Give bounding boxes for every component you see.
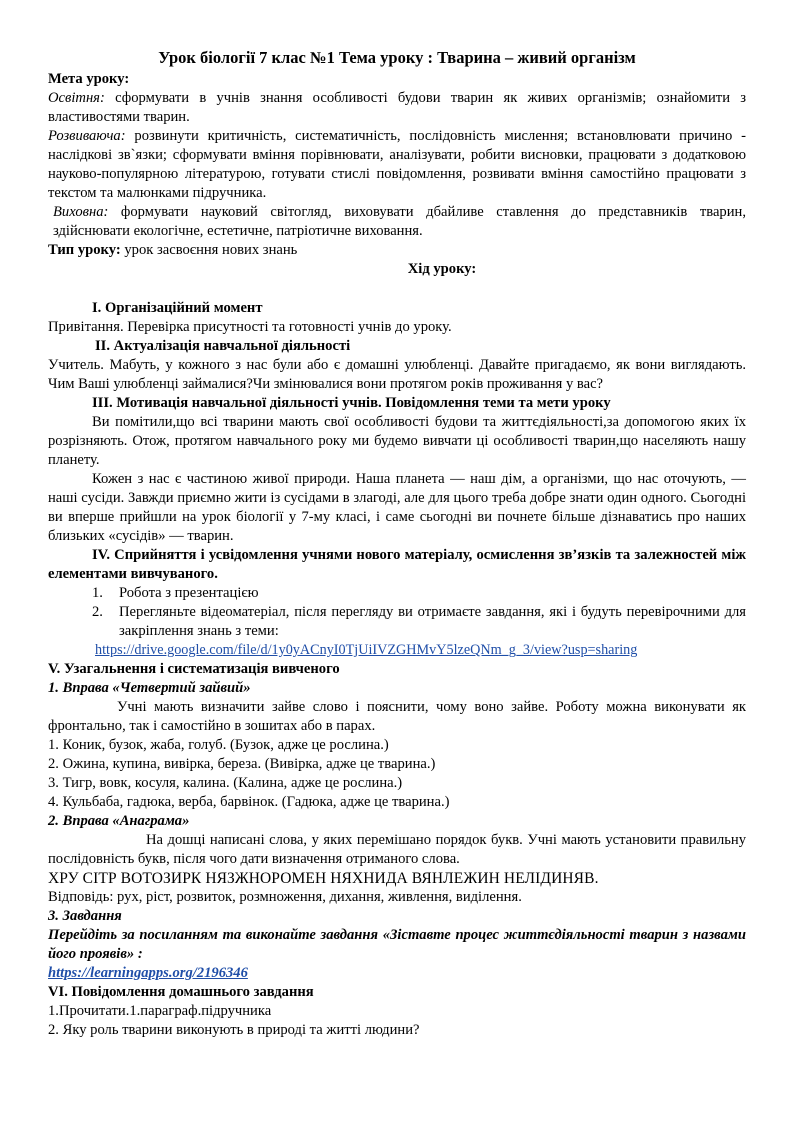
exercise1-item: 2. Ожина, купина, вивірка, береза. (Вивірка, адже це тварина.) (48, 756, 436, 772)
section3-paragraph-1: Ви помітили,що всі тварини мають свої особливості будови та життєдіяльності,за допомогою яких їх розрізняють. Отож, протягом навчального року ми будемо вивчати ці особливості тварин,що населяють нашу планету. (48, 414, 746, 468)
goal-upbringing-text: формувати науковий світогляд, виховувати дбайливе ставлення до представників тварин, здійснювати екологічне, естетичне, патріотичне виховання. (53, 204, 746, 239)
goal-educational-text: сформувати в учнів знання особливості будови тварин як живих організмів; ознайомити з властивостями тварин. (48, 90, 746, 125)
homework-item: 1.Прочитати.1.параграф.підручника (48, 1003, 272, 1019)
exercise3-title: 3. Завдання (48, 908, 122, 924)
section4-list (48, 584, 746, 641)
video-link[interactable]: https://drive.google.com/file/d/1y0yACnyI0TjUiIVZGHMvY5lzeQNm_g_3/view?usp=sharing (95, 642, 638, 658)
exercise1-item: 1. Коник, бузок, жаба, голуб. (Бузок, адже це рослина.) (48, 737, 389, 753)
exercise3-link-line (48, 964, 746, 983)
learningapps-link[interactable]: https://learningapps.org/2196346 (48, 965, 248, 981)
list-item (48, 584, 746, 603)
anagram-answer: Відповідь: рух, ріст, розвиток, розмноження, дихання, живлення, виділення. (48, 889, 522, 905)
video-link-line (48, 641, 746, 660)
exercise1-text: Учні мають визначити зайве слово і пояснити, чому воно зайве. Роботу можна виконувати як фронтально, так і самостійно в зошитах або в парах. (48, 699, 746, 734)
list-number: 1. (92, 585, 103, 601)
anagram-words: ХРУ СІТР ВОТОЗИРК НЯЗЖНОРОМЕН НЯХНИДА ВЯНЛЕЖИН НЕЛІДИНЯВ. (48, 870, 599, 887)
goal-developmental-text: розвинути критичність, систематичність, послідовність мислення; встановлювати причино - наслідкові зв`язки; сформувати вміння порівнювати, аналізувати, робити висновки, працювати з додатковою науково-популярною літературою, готувати стислі повідомлення, розвивати вміння самостійно працювати з текстом та малюнками підручника. (48, 128, 746, 201)
homework-item: 2. Яку роль тварини виконують в природі та житті людини? (48, 1022, 420, 1038)
list-text: Перегляньте відеоматеріал, після перегляду ви отримаєте завдання, які і будуть перевірочними для закріплення знань з теми: (119, 604, 746, 639)
goal-upbringing (48, 203, 746, 241)
section5-heading: V. Узагальнення і систематизація вивченого (48, 661, 340, 677)
goal-upbringing-label: Виховна: (53, 204, 109, 220)
section1-text: Привітання. Перевірка присутності та готовності учнів до уроку. (48, 319, 452, 335)
exercise2-text: На дошці написані слова, у яких перемішано порядок букв. Учні мають установити правильну послідовність букв, після чого дати визначення отриманого слова. (48, 832, 746, 867)
goal-heading: Мета уроку: (48, 71, 130, 87)
list-item (48, 603, 746, 641)
exercise3-text: Перейдіть за посиланням та виконайте завдання «Зіставте процес життєдіяльності тварин з назвами його проявів» : (48, 927, 746, 962)
section4-heading: IV. Сприйняття і усвідомлення учнями нового матеріалу, осмислення зв’язків та залежностей між елементами вивчуваного. (48, 547, 746, 582)
lesson-type-label: Тип уроку: (48, 242, 121, 258)
section2-text: Учитель. Мабуть, у кожного з нас були або є домашні улюбленці. Давайте пригадаємо, як вони виглядають. Чим Ваші улюбленці займалися?Чи змінювалися вони протягом років проживання у вас? (48, 357, 746, 392)
list-number: 2. (92, 604, 103, 620)
exercise1-title: 1. Вправа «Четвертий зайвий» (48, 680, 251, 696)
section6-heading: VI. Повідомлення домашнього завдання (48, 984, 314, 1000)
exercise1-item: 3. Тигр, вовк, косуля, калина. (Калина, адже це рослина.) (48, 775, 403, 791)
goal-educational (48, 89, 746, 127)
course-heading: Хід уроку: (407, 261, 477, 277)
lesson-type-value: урок засвоєння нових знань (120, 242, 298, 258)
goal-developmental-label: Розвиваюча: (48, 128, 126, 144)
exercise1-item: 4. Кульбаба, гадюка, верба, барвінок. (Гадюка, адже це тварина.) (48, 794, 450, 810)
section2-heading: ІІ. Актуалізація навчальної діяльності (95, 338, 351, 354)
lesson-type (48, 241, 746, 260)
goal-developmental (48, 127, 746, 203)
section3-heading: ІІІ. Мотивація навчальної діяльності учнів. Повідомлення теми та мети уроку (92, 395, 611, 411)
exercise2-title: 2. Вправа «Анаграма» (48, 813, 190, 829)
section3-paragraph-2: Кожен з нас є частиною живої природи. Наша планета — наш дім, а організми, що нас оточують, — наші сусіди. Завжди приємно жити із сусідами в злагоді, але для цього треба добре знати один одного. Сьогодні ви вперше прийшли на урок біології у 7-му класі, і саме сьогодні ви почнете більше дізнаватись про наших близьких «сусідів» — тварин. (48, 471, 746, 544)
goal-educational-label: Освітня: (48, 90, 105, 106)
list-text: Робота з презентацією (119, 585, 259, 601)
document-page (48, 48, 746, 1040)
page-title: Урок біології 7 клас №1 Тема уроку : Тварина – живий організм (158, 48, 636, 67)
section1-heading: І. Організаційний момент (92, 300, 263, 316)
